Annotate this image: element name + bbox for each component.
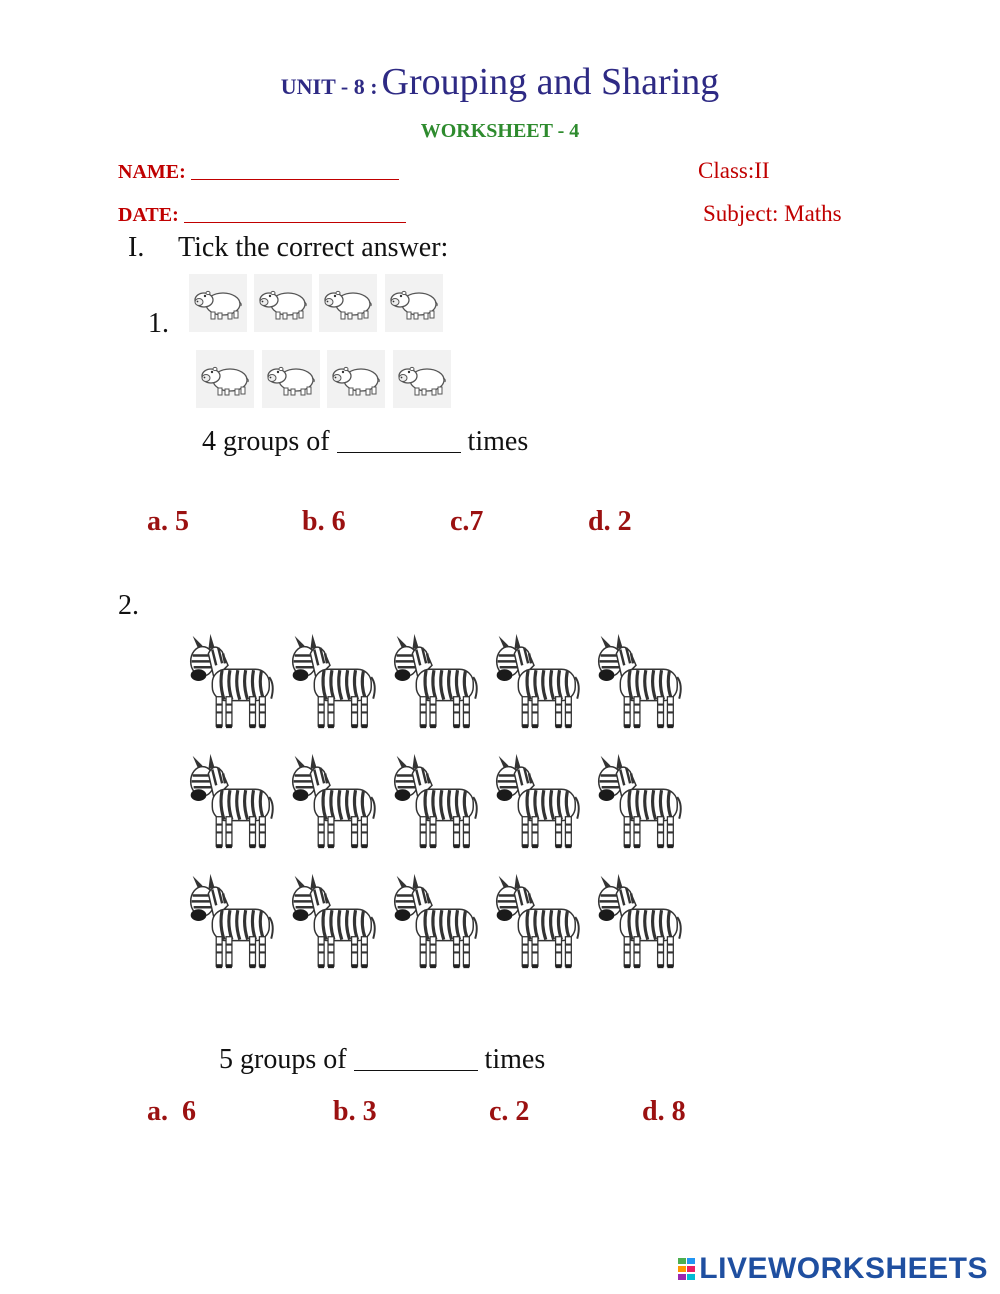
hippo-icon: [385, 274, 443, 332]
question-1-suffix: times: [467, 426, 529, 457]
section-numeral: I.: [128, 232, 145, 263]
zebra-icon: [382, 628, 482, 741]
zebra-icon: [280, 748, 380, 861]
question-2-prefix: 5 groups of: [219, 1044, 347, 1075]
zebra-icon: [178, 628, 278, 741]
brand-text: LIVEWORKSHEETS: [699, 1252, 988, 1285]
zebra-icon: [484, 628, 584, 741]
zebra-icon: [382, 868, 482, 981]
title-text: Grouping and Sharing: [381, 61, 720, 103]
q1-option-a[interactable]: a. 5: [147, 506, 189, 537]
question-2-suffix: times: [484, 1044, 546, 1075]
date-label: DATE:: [118, 204, 179, 226]
name-label: NAME:: [118, 161, 186, 183]
liveworksheets-logo: [678, 1252, 988, 1286]
zebra-icon: [382, 748, 482, 861]
question-1-prefix: 4 groups of: [202, 426, 330, 457]
unit-label: UNIT - 8 :: [280, 74, 378, 99]
date-blank[interactable]: [184, 201, 406, 223]
zebra-icon: [280, 868, 380, 981]
page-title: [0, 60, 1000, 104]
question-number-1: 1.: [148, 308, 169, 339]
class-text: Class:II: [698, 158, 770, 183]
subject-text: Subject: Maths: [703, 201, 842, 226]
question-1-sentence: [202, 424, 528, 458]
question-number-2: 2.: [118, 590, 139, 621]
liveworksheets-icon: [678, 1258, 696, 1280]
worksheet-label: WORKSHEET - 4: [420, 120, 580, 142]
hippo-icon: [393, 350, 451, 408]
name-field: [118, 158, 399, 184]
question-2-blank[interactable]: [354, 1042, 478, 1071]
q2-option-a[interactable]: a. 6: [147, 1096, 196, 1127]
zebra-icon: [178, 868, 278, 981]
zebra-icon: [586, 868, 686, 981]
hippo-icon: [196, 350, 254, 408]
zebra-icon: [280, 628, 380, 741]
q2-option-c[interactable]: c. 2: [489, 1096, 530, 1127]
hippo-icon: [254, 274, 312, 332]
q1-option-c[interactable]: c.7: [450, 506, 484, 537]
zebra-icon: [484, 868, 584, 981]
q2-option-d[interactable]: d. 8: [642, 1096, 686, 1127]
zebra-icon: [178, 748, 278, 861]
zebra-icon: [586, 628, 686, 741]
hippo-icon: [319, 274, 377, 332]
zebra-icon: [586, 748, 686, 861]
zebra-icon: [484, 748, 584, 861]
q1-option-b[interactable]: b. 6: [302, 506, 346, 537]
question-1-blank[interactable]: [337, 424, 461, 453]
date-field: [118, 201, 406, 227]
hippo-icon: [327, 350, 385, 408]
q1-option-d[interactable]: d. 2: [588, 506, 632, 537]
q2-option-b[interactable]: b. 3: [333, 1096, 377, 1127]
name-blank[interactable]: [191, 158, 399, 180]
instruction-text: Tick the correct answer:: [178, 232, 449, 263]
hippo-icon: [189, 274, 247, 332]
question-2-sentence: [219, 1042, 545, 1076]
hippo-icon: [262, 350, 320, 408]
